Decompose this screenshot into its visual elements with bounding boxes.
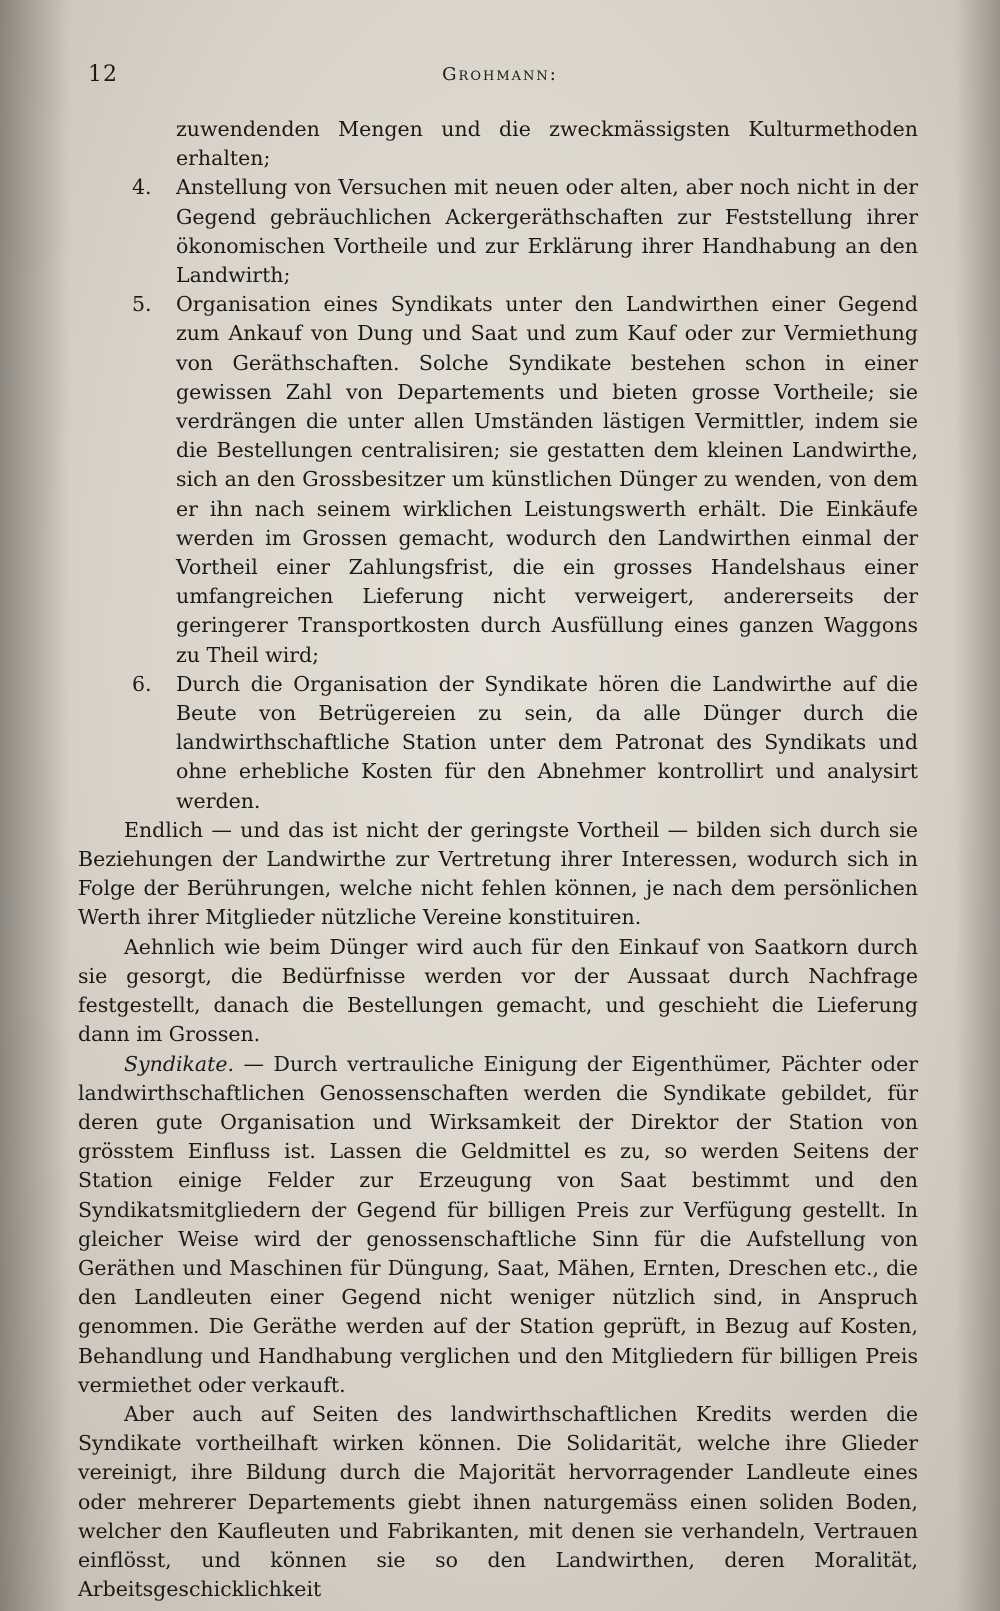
list-item-text: Durch die Organisation der Syndikate hören die Landwirthe auf die Beute von Betrügereien zu sein, da alle Dünger durch die landwirthschaftliche Station unter dem Patronat des Syndikats und ohne erhebliche Kosten für den Abnehmer kontrollirt und analysirt werden. xyxy=(176,671,918,813)
run-in-heading: Syndikate. xyxy=(124,1051,235,1076)
list-item-text: Anstellung von Versuchen mit neuen oder alten, aber noch nicht in der Gegend gebräuchlichen Ackergeräthschaften zur Feststellung ihrer ökonomischen Vortheile und zur Erklärung ihrer Handhabung an den Landwirth; xyxy=(176,175,918,288)
paragraph-aehnlich: Aehnlich wie beim Dünger wird auch für den Einkauf von Saatkorn durch sie gesorgt, die Bedürfnisse werden vor der Aussaat durch Nachfrage festgestellt, danach die Bestellungen gemacht, und geschieht die Lieferung dann im Grossen. xyxy=(78,934,918,1047)
list-item-4 xyxy=(78,173,918,290)
list-number: 6. xyxy=(132,671,152,696)
paragraph-text: — Durch vertrauliche Einigung der Eigenthümer, Pächter oder landwirthschaftlichen Genossenschaften werden die Syndikate gebildet, für deren gute Organisation und Wirksamkeit der Direktor der Station von grösstem Einfluss ist. Lassen die Geldmittel es zu, so werden Seitens der Station einige Felder zur Erzeugung von Saat bestimmt und den Syndikatsmitgliedern der Gegend für billigen Preis zur Verfügung gestellt. In gleicher Weise wird der genossenschaftliche Sinn für die Aufstellung von Geräthen und Maschinen für Düngung, Saat, Mähen, Ernten, Dreschen etc., die den Landleuten einer Gegend nicht weniger nützlich sind, in Anspruch genommen. Die Geräthe werden auf der Station geprüft, in Bezug auf Kosten, Behandlung und Handhabung verglichen und den Mitgliedern für billigen Preis vermiethet oder verkauft. xyxy=(78,1051,918,1397)
paragraph-endlich: Endlich — und das ist nicht der geringste Vortheil — bilden sich durch sie Beziehungen der Landwirthe zur Vertretung ihrer Interessen, wodurch sich in Folge der Berührungen, welche nicht fehlen können, je nach dem persönlichen Werth ihrer Mitglieder nützliche Vereine konstituiren. xyxy=(78,817,918,930)
page-header xyxy=(88,62,912,92)
list-number: 5. xyxy=(132,292,152,317)
list-item-3-continuation: zuwendenden Mengen und die zweckmässigsten Kulturmethoden erhalten; xyxy=(176,117,918,171)
list-number: 4. xyxy=(132,175,152,200)
list-item-5 xyxy=(78,290,918,670)
running-head: Grohmann: xyxy=(442,64,558,85)
list-item-text: Organisation eines Syndikats unter den Landwirthen einer Gegend zum Ankauf von Dung und Saat und zum Kauf oder zur Vermiethung von Geräthschaften. Solche Syndikate bestehen schon in einer gewissen Zahl von Departements und bieten grosse Vortheile; sie verdrängen die unter allen Umständen lästigen Vermittler, indem sie die Bestellungen centralisiren; sie gestatten dem kleinen Landwirthe, sich an den Grossbesitzer um künstlichen Dünger zu wenden, von dem er ihn nach seinem wirklichen Leistungswerth erhält. Die Einkäufe werden im Grossen gemacht, wodurch den Landwirthen einmal der Vortheil einer Zahlungsfrist, die ein grosses Handelshaus einer umfangreichen Lieferung nicht verweigert, andererseits der geringerer Transportkosten durch Ausfüllung eines ganzen Waggons zu Theil wird; xyxy=(176,292,918,667)
list-item-6 xyxy=(78,670,918,816)
body-text xyxy=(78,115,918,1604)
page-number: 12 xyxy=(88,62,118,87)
paragraph-syndikate xyxy=(78,1050,918,1400)
paragraph-aber: Aber auch auf Seiten des landwirthschaftlichen Kredits werden die Syndikate vortheilhaft wirken können. Die Solidarität, welche ihre Glieder vereinigt, ihre Bildung durch die Majorität hervorragender Landleute eines oder mehrerer Departements giebt ihnen naturgemäss einen soliden Boden, welcher den Kaufleuten und Fabrikanten, mit denen sie verhandeln, Vertrauen einflösst, und können sie so den Landwirthen, deren Moralität, Arbeitsgeschicklichkeit xyxy=(78,1401,918,1602)
